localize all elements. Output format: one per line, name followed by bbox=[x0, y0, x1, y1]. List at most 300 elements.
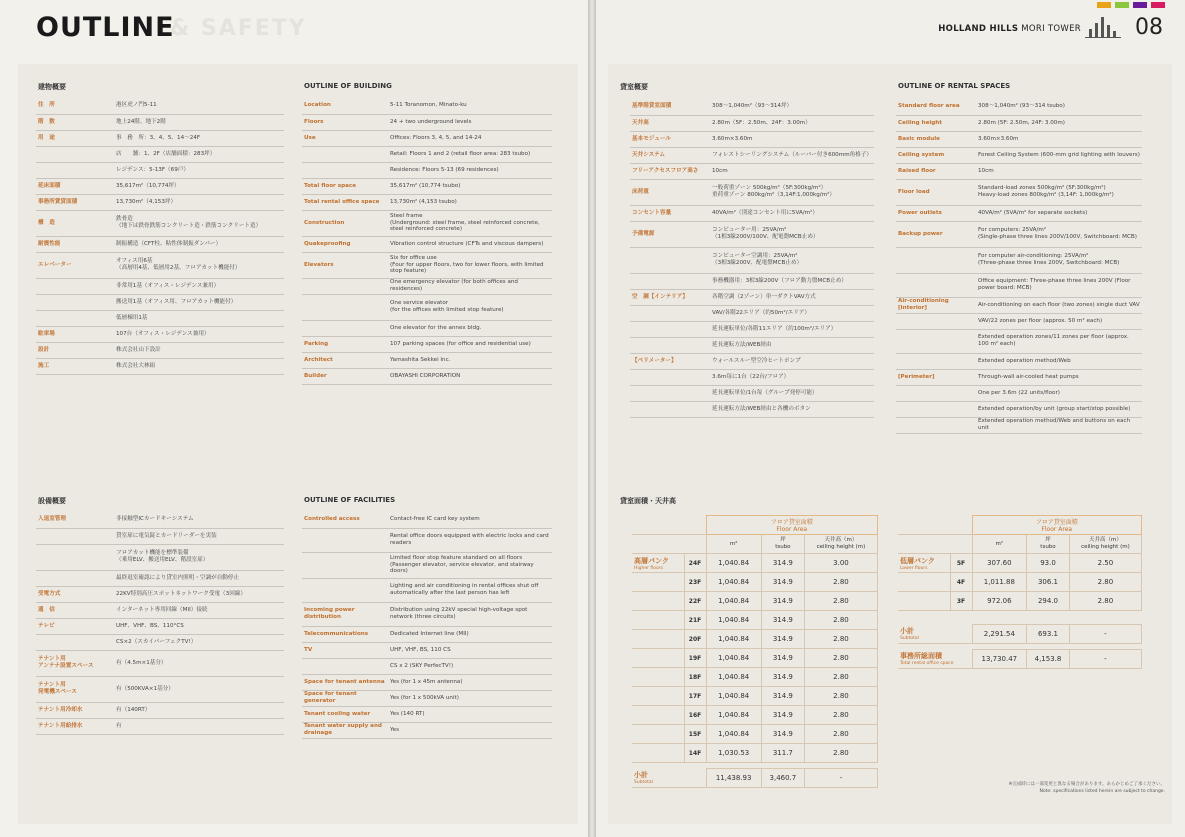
spec-value: One service elevator (for the offices with limited stop feature) bbox=[388, 294, 552, 320]
spec-value: 有（4.5m×1基分） bbox=[114, 650, 284, 676]
bank-label bbox=[898, 592, 950, 611]
spec-value: Rental office doors equipped with electric locks and card readers bbox=[388, 528, 552, 552]
spec-row bbox=[630, 115, 874, 131]
area-tsubo: 314.9 bbox=[761, 554, 804, 573]
footnote: ※完成時には一部変更と異なる場合があります。あらかじめご了承ください。 Note: specifications listed herein are subject to change. bbox=[1008, 782, 1165, 794]
spec-row bbox=[36, 702, 284, 718]
spec-row bbox=[36, 210, 284, 236]
facilities-jp-table bbox=[36, 512, 284, 735]
spec-label: テナント用給排水 bbox=[36, 718, 114, 734]
floor-number: 5F bbox=[950, 554, 972, 573]
spec-row bbox=[630, 205, 874, 221]
spec-label: テレビ bbox=[36, 618, 114, 634]
ceiling-height: - bbox=[804, 769, 877, 788]
spec-label: Total floor space bbox=[302, 178, 388, 194]
ceiling-height: 2.80 bbox=[804, 611, 877, 630]
spec-label: Air-conditioning [Interior] bbox=[896, 297, 976, 313]
spec-row bbox=[36, 98, 284, 114]
page-title: OUTLINE bbox=[36, 12, 175, 43]
higher-subtotal-row bbox=[632, 769, 878, 788]
floor-number: 19F bbox=[684, 649, 706, 668]
spec-value: 10cm bbox=[710, 163, 874, 179]
spec-row bbox=[302, 690, 552, 706]
spec-label: Use bbox=[302, 130, 388, 146]
spec-label bbox=[302, 658, 388, 674]
spec-row bbox=[302, 162, 552, 178]
spec-label: Floor load bbox=[896, 179, 976, 205]
spec-value: Offices: Floors 3, 4, 5, and 14-24 bbox=[388, 130, 552, 146]
spec-value: Steel frame (Underground: steel frame, steel reinforced concrete, steel reinforced concrete) bbox=[388, 210, 552, 236]
spec-label: エレベーター bbox=[36, 252, 114, 278]
spec-row bbox=[630, 353, 874, 369]
area-tsubo: 314.9 bbox=[761, 725, 804, 744]
ceiling-height: - bbox=[1069, 650, 1141, 669]
area-m2: 11,438.93 bbox=[706, 769, 761, 788]
spec-value: 3.60m×3.60m bbox=[710, 131, 874, 147]
col-tsubo-header: 坪 tsubo bbox=[1027, 535, 1070, 554]
lower-subtotal-row bbox=[898, 625, 1142, 644]
ceiling-height: 3.00 bbox=[804, 554, 877, 573]
area-row bbox=[632, 744, 878, 763]
spec-value: Yes (for 1 x 45m antenna) bbox=[388, 674, 552, 690]
bank-label: 低層バンク Lower floors bbox=[898, 554, 950, 573]
spec-row bbox=[302, 294, 552, 320]
spec-value: Yes (for 1 x 500kVA unit) bbox=[388, 690, 552, 706]
spec-row bbox=[36, 162, 284, 178]
spec-value: One emergency elevator (for both offices and residences) bbox=[388, 278, 552, 294]
spec-value: 最終退室確認により貸室内照明・空調が自動停止 bbox=[114, 570, 284, 586]
lower-subtotal-label: 小計 Subtotal bbox=[898, 625, 972, 644]
spec-row bbox=[36, 634, 284, 650]
area-tsubo: 314.9 bbox=[761, 649, 804, 668]
floor-number: 21F bbox=[684, 611, 706, 630]
spec-row bbox=[302, 528, 552, 552]
facilities-en-heading: OUTLINE OF FACILITIES bbox=[304, 496, 396, 504]
area-row bbox=[632, 573, 878, 592]
area-row bbox=[632, 725, 878, 744]
col-m2-header: m² bbox=[706, 535, 761, 554]
spec-value: 有（140RT） bbox=[114, 702, 284, 718]
area-m2: 1,040.84 bbox=[706, 649, 761, 668]
spec-value: OBAYASHI CORPORATION bbox=[388, 368, 552, 384]
spec-value: 延長運転単位/1台毎（グループ発停可能） bbox=[710, 385, 874, 401]
spec-row bbox=[630, 305, 874, 321]
spec-label bbox=[630, 369, 710, 385]
spec-label: Space for tenant antenna bbox=[302, 674, 388, 690]
floor-number: 20F bbox=[684, 630, 706, 649]
spec-label: 用 途 bbox=[36, 130, 114, 146]
spec-label: Telecommunications bbox=[302, 626, 388, 642]
blank-cell bbox=[632, 535, 706, 554]
spec-label bbox=[36, 310, 114, 326]
spec-row bbox=[36, 718, 284, 734]
spec-row bbox=[630, 337, 874, 353]
spec-label bbox=[630, 247, 710, 273]
spec-label bbox=[302, 146, 388, 162]
spec-value: Standard-load zones 500kg/m² (5F:300kg/m²) Heavy-load zones 800kg/m² (3,14F: 1,000kg/m²) bbox=[976, 179, 1142, 205]
bank-label bbox=[632, 573, 684, 592]
bank-label: 高層バンク Higher floors bbox=[632, 554, 684, 573]
spec-value: One elevator for the annex bldg. bbox=[388, 320, 552, 336]
spec-value: 一般荷重ゾーン 500kg/m²（5F:300kg/m²） 重荷重ゾーン 800kg/m²（3,14F:1,000kg/m²） bbox=[710, 179, 874, 205]
spec-label bbox=[36, 570, 114, 586]
spec-row bbox=[36, 358, 284, 374]
blank-cell bbox=[898, 516, 972, 535]
spec-row bbox=[302, 146, 552, 162]
bank-label-en: Higher floors bbox=[634, 565, 663, 571]
bank-label bbox=[632, 611, 684, 630]
ceiling-height: 2.80 bbox=[1069, 592, 1141, 611]
spec-row bbox=[896, 179, 1142, 205]
spec-row bbox=[302, 552, 552, 578]
area-tsubo: 4,153.8 bbox=[1027, 650, 1070, 669]
spec-value: CS x 2 (SKY PerfecTV!) bbox=[388, 658, 552, 674]
building-en-table bbox=[302, 98, 552, 385]
spec-value: For computer air-conditioning: 25VA/m² (Three-phase three lines 200V, Switchboard: MCB) bbox=[976, 247, 1142, 273]
total-label: 事務所総面積 Total rental office space bbox=[898, 650, 972, 669]
spec-value: Extended operation method/Web and buttons on each unit bbox=[976, 417, 1142, 433]
spec-row bbox=[302, 194, 552, 210]
spec-row bbox=[302, 674, 552, 690]
spec-value: Extended operation zones/11 zones per floor (approx. 100 m² each) bbox=[976, 329, 1142, 353]
floor-number: 14F bbox=[684, 744, 706, 763]
spec-label: 受電方式 bbox=[36, 586, 114, 602]
floor-number: 3F bbox=[950, 592, 972, 611]
spec-label: 基準階貸室面積 bbox=[630, 99, 710, 115]
spec-row bbox=[896, 385, 1142, 401]
blank-cell bbox=[632, 516, 706, 535]
building-jp-table bbox=[36, 98, 284, 375]
spec-row bbox=[302, 578, 552, 602]
spec-value: For computers: 25VA/m² (Single-phase three lines 200V/100V, Switchboard: MCB) bbox=[976, 221, 1142, 247]
spec-label bbox=[36, 528, 114, 544]
spec-row bbox=[36, 602, 284, 618]
rental-en-table bbox=[896, 99, 1142, 434]
area-tsubo: 93.0 bbox=[1027, 554, 1070, 573]
spec-row bbox=[896, 131, 1142, 147]
area-tsubo: 314.9 bbox=[761, 687, 804, 706]
spec-value: フォレストシーリングシステム（ルーバー付き600mm角格子） bbox=[710, 147, 874, 163]
spec-row bbox=[36, 294, 284, 310]
ceiling-height: 2.80 bbox=[804, 668, 877, 687]
spec-label bbox=[302, 528, 388, 552]
spec-row bbox=[302, 602, 552, 626]
spec-row bbox=[630, 321, 874, 337]
spec-label: TV bbox=[302, 642, 388, 658]
spec-row bbox=[302, 368, 552, 384]
spacer bbox=[898, 611, 1142, 625]
spec-value: 延長運転方法/WEB経由と各機のボタン bbox=[710, 401, 874, 417]
spec-row bbox=[36, 342, 284, 358]
spec-value: VAV/22 zones per floor (approx. 50 m² each) bbox=[976, 313, 1142, 329]
area-row bbox=[632, 630, 878, 649]
spec-row bbox=[896, 417, 1142, 433]
floor-number: 18F bbox=[684, 668, 706, 687]
spec-label: 構 造 bbox=[36, 210, 114, 236]
spec-value: 2.80m (5F: 2.50m, 24F: 3.00m) bbox=[976, 115, 1142, 131]
spec-value: 3.6m毎に1台（22台/フロア） bbox=[710, 369, 874, 385]
spec-value: 低層棟用1基 bbox=[114, 310, 284, 326]
color-bar-3 bbox=[1151, 2, 1165, 8]
spec-row bbox=[630, 247, 874, 273]
spec-label: 延床面積 bbox=[36, 178, 114, 194]
spec-label bbox=[302, 320, 388, 336]
spec-row bbox=[36, 130, 284, 146]
spec-label: 天井システム bbox=[630, 147, 710, 163]
total-row bbox=[898, 650, 1142, 669]
spec-row bbox=[302, 178, 552, 194]
spec-label: Backup power bbox=[896, 221, 976, 247]
area-row bbox=[898, 592, 1142, 611]
spec-value: 22KV特別高圧スポットネットワーク受電（3回線） bbox=[114, 586, 284, 602]
spec-value: レジデンス：5-13F（69戸） bbox=[114, 162, 284, 178]
spec-row bbox=[302, 706, 552, 722]
spec-row bbox=[302, 336, 552, 352]
col-m2-header: m² bbox=[972, 535, 1027, 554]
spec-value: 有 bbox=[114, 718, 284, 734]
spec-value: 308〜1,040m²（93〜314坪） bbox=[710, 99, 874, 115]
area-m2: 1,040.84 bbox=[706, 592, 761, 611]
spec-label bbox=[896, 313, 976, 329]
spec-label: 予備電源 bbox=[630, 221, 710, 247]
spec-row bbox=[36, 252, 284, 278]
spec-row bbox=[630, 369, 874, 385]
spec-row bbox=[896, 273, 1142, 297]
bank-label-en: Lower floors bbox=[900, 565, 928, 571]
spec-value: 株式会社大林組 bbox=[114, 358, 284, 374]
spec-value: Extended operation method/Web bbox=[976, 353, 1142, 369]
spec-label: Floors bbox=[302, 114, 388, 130]
spec-value: Limited floor stop feature standard on all floors (Passenger elevator, service elevator, and stairway doors) bbox=[388, 552, 552, 578]
area-tsubo: 314.9 bbox=[761, 706, 804, 725]
lower-floors-area-table bbox=[898, 515, 1142, 669]
blank-cell bbox=[898, 535, 972, 554]
spec-label bbox=[36, 146, 114, 162]
spec-label: 天井高 bbox=[630, 115, 710, 131]
bank-label bbox=[632, 725, 684, 744]
right-page bbox=[596, 0, 1185, 837]
area-row bbox=[898, 554, 1142, 573]
spec-row bbox=[630, 179, 874, 205]
spec-row bbox=[302, 252, 552, 278]
area-row bbox=[632, 611, 878, 630]
spec-row bbox=[302, 236, 552, 252]
spec-label: 【ペリメーター】 bbox=[630, 353, 710, 369]
spec-value: 2.80m（5F：2.50m、24F：3.00m） bbox=[710, 115, 874, 131]
spec-label bbox=[896, 247, 976, 273]
ceiling-height: 2.80 bbox=[804, 592, 877, 611]
spec-row bbox=[36, 178, 284, 194]
area-tsubo: 306.1 bbox=[1027, 573, 1070, 592]
spec-label bbox=[630, 305, 710, 321]
spec-label bbox=[896, 353, 976, 369]
page-number: 08 bbox=[1135, 15, 1163, 40]
spec-value: UHF, VHF, BS, 110 CS bbox=[388, 642, 552, 658]
area-tsubo: 314.9 bbox=[761, 573, 804, 592]
spec-value: 各階空調（2ゾーン）単一ダクトVAV方式 bbox=[710, 289, 874, 305]
spec-label: Standard floor area bbox=[896, 99, 976, 115]
area-row bbox=[632, 554, 878, 573]
spec-value: Retail: Floors 1 and 2 (retail floor area: 283 tsubo) bbox=[388, 146, 552, 162]
higher-subtotal-label: 小計 Subtotal bbox=[632, 769, 706, 788]
spec-row bbox=[896, 297, 1142, 313]
spec-label bbox=[630, 401, 710, 417]
spec-label bbox=[302, 294, 388, 320]
spec-row bbox=[302, 114, 552, 130]
bank-label bbox=[632, 744, 684, 763]
spec-row bbox=[896, 369, 1142, 385]
spec-label bbox=[36, 544, 114, 570]
color-bar-1 bbox=[1115, 2, 1129, 8]
ceiling-height: 2.80 bbox=[804, 725, 877, 744]
spec-label: 床荷重 bbox=[630, 179, 710, 205]
spec-label: Construction bbox=[302, 210, 388, 236]
area-tsubo: 314.9 bbox=[761, 592, 804, 611]
spec-label: テナント用 アンテナ設置スペース bbox=[36, 650, 114, 676]
area-tsubo: 3,460.7 bbox=[761, 769, 804, 788]
spec-value: Lighting and air conditioning in rental offices shut off automatically after the last person has left bbox=[388, 578, 552, 602]
spec-row bbox=[36, 676, 284, 702]
floor-number: 4F bbox=[950, 573, 972, 592]
spec-value: 非接触型ICカードキーシステム bbox=[114, 512, 284, 528]
area-tsubo: 693.1 bbox=[1027, 625, 1070, 644]
area-m2: 1,040.84 bbox=[706, 725, 761, 744]
spec-value: 有（500KVA×1基分） bbox=[114, 676, 284, 702]
spec-value: 40VA/m² (5VA/m² for separate sockets) bbox=[976, 205, 1142, 221]
spec-row bbox=[36, 512, 284, 528]
area-row bbox=[898, 573, 1142, 592]
spec-value: 搬送用1基（オフィス用、フロアカット機能付） bbox=[114, 294, 284, 310]
spec-label: 通 信 bbox=[36, 602, 114, 618]
spec-value: 5-11 Toranomon, Minato-ku bbox=[388, 98, 552, 114]
spec-label: テナント用 発電機スペース bbox=[36, 676, 114, 702]
spec-value: 鉄骨造 （地下は鉄骨鉄筋コンクリート造・鉄筋コンクリート造） bbox=[114, 210, 284, 236]
spec-label bbox=[36, 278, 114, 294]
facilities-jp-heading: 設備概要 bbox=[38, 497, 66, 505]
spec-label: Architect bbox=[302, 352, 388, 368]
spec-value: UHF、VHF、BS、110°CS bbox=[114, 618, 284, 634]
spec-label: Tenant cooling water bbox=[302, 706, 388, 722]
spec-label bbox=[896, 417, 976, 433]
area-tsubo: 311.7 bbox=[761, 744, 804, 763]
spec-label bbox=[896, 273, 976, 297]
floor-number: 24F bbox=[684, 554, 706, 573]
area-m2: 1,040.84 bbox=[706, 668, 761, 687]
spec-value: 40VA/m²（別途コンセント用に5VA/m²） bbox=[710, 205, 874, 221]
spec-row bbox=[896, 313, 1142, 329]
spec-row bbox=[896, 115, 1142, 131]
area-m2: 13,730.47 bbox=[972, 650, 1027, 669]
col-ceiling-header: 天井高（m） ceiling height (m) bbox=[1069, 535, 1141, 554]
spec-row bbox=[302, 320, 552, 336]
spec-label: Ceiling height bbox=[896, 115, 976, 131]
spec-value: 地上24階、地下2階 bbox=[114, 114, 284, 130]
lower-subtotal-label-en: Subtotal bbox=[900, 636, 919, 642]
building-jp-heading: 建物概要 bbox=[38, 83, 66, 91]
spec-value: VAV/各階22エリア（約50m²/エリア） bbox=[710, 305, 874, 321]
spec-label: Tenant water supply and drainage bbox=[302, 722, 388, 738]
spec-value: 24 + two underground levels bbox=[388, 114, 552, 130]
spec-value: Office equipment: Three-phase three lines 200V (Floor power board: MCB) bbox=[976, 273, 1142, 297]
spec-label bbox=[36, 162, 114, 178]
spec-label: 駐車場 bbox=[36, 326, 114, 342]
rental-en-heading: OUTLINE OF RENTAL SPACES bbox=[898, 82, 1011, 90]
spec-row bbox=[630, 99, 874, 115]
ceiling-height: 2.50 bbox=[1069, 554, 1141, 573]
spec-row bbox=[302, 626, 552, 642]
area-m2: 1,040.84 bbox=[706, 687, 761, 706]
spec-value: Residence: Floors 5-13 (69 residences) bbox=[388, 162, 552, 178]
spec-row bbox=[36, 114, 284, 130]
spec-value: Yes (140 RT) bbox=[388, 706, 552, 722]
area-row bbox=[632, 649, 878, 668]
spec-row bbox=[36, 146, 284, 162]
color-bars bbox=[1097, 2, 1165, 8]
area-row bbox=[632, 592, 878, 611]
brand-name: HOLLAND HILLS MORI TOWER bbox=[938, 24, 1081, 34]
area-m2: 1,040.84 bbox=[706, 573, 761, 592]
higher-subtotal-label-en: Subtotal bbox=[634, 780, 653, 786]
spec-row bbox=[630, 221, 874, 247]
spec-row bbox=[36, 586, 284, 602]
floor-number: 22F bbox=[684, 592, 706, 611]
spec-label bbox=[302, 162, 388, 178]
area-m2: 1,011.88 bbox=[972, 573, 1027, 592]
spec-label: 階 数 bbox=[36, 114, 114, 130]
area-m2: 1,040.84 bbox=[706, 611, 761, 630]
spec-label: Power outlets bbox=[896, 205, 976, 221]
spec-row bbox=[36, 650, 284, 676]
spec-row bbox=[36, 570, 284, 586]
area-row bbox=[632, 687, 878, 706]
spec-row bbox=[36, 236, 284, 252]
ceiling-height: 2.80 bbox=[804, 649, 877, 668]
spec-value: Through-wall air-cooled heat pumps bbox=[976, 369, 1142, 385]
ghost-heading: & SAFETY bbox=[170, 16, 307, 41]
spec-value: 3.60m×3.60m bbox=[976, 131, 1142, 147]
area-m2: 307.60 bbox=[972, 554, 1027, 573]
spec-label: 事務所賃貸面積 bbox=[36, 194, 114, 210]
spec-row bbox=[630, 163, 874, 179]
area-tsubo: 314.9 bbox=[761, 611, 804, 630]
total-label-en: Total rental office space bbox=[900, 661, 954, 667]
spec-label: Basic module bbox=[896, 131, 976, 147]
floor-area-header: フロア貸室面積 Floor Area bbox=[706, 516, 878, 535]
rental-jp-heading: 貸室概要 bbox=[620, 83, 648, 91]
spec-label bbox=[896, 401, 976, 417]
bank-label bbox=[632, 687, 684, 706]
spec-label: Ceiling system bbox=[896, 147, 976, 163]
spec-label: フリーアクセスフロア高さ bbox=[630, 163, 710, 179]
spec-label: 基本モジュール bbox=[630, 131, 710, 147]
spec-row bbox=[36, 310, 284, 326]
spec-value: CS×2（スカイパーフェクTV!） bbox=[114, 634, 284, 650]
spec-row bbox=[896, 99, 1142, 115]
spec-row bbox=[36, 278, 284, 294]
spec-row bbox=[36, 326, 284, 342]
spec-value: オフィス用6基 （高層用4基、低層用2基、フロアカット機能付） bbox=[114, 252, 284, 278]
left-page bbox=[0, 0, 588, 837]
spec-value: 延長運転単位/各階11エリア（約100m²/エリア） bbox=[710, 321, 874, 337]
spec-value: 非常用1基（オフィス・レジデンス兼用） bbox=[114, 278, 284, 294]
spec-row bbox=[630, 289, 874, 305]
col-ceiling-header: 天井高（m） ceiling height (m) bbox=[804, 535, 877, 554]
spec-value: Yamashita Sekkei Inc. bbox=[388, 352, 552, 368]
ceiling-height: 2.80 bbox=[1069, 573, 1141, 592]
spec-label: Parking bbox=[302, 336, 388, 352]
area-table-heading: 貸室面積・天井高 bbox=[620, 497, 676, 505]
ceiling-height: 2.80 bbox=[804, 573, 877, 592]
